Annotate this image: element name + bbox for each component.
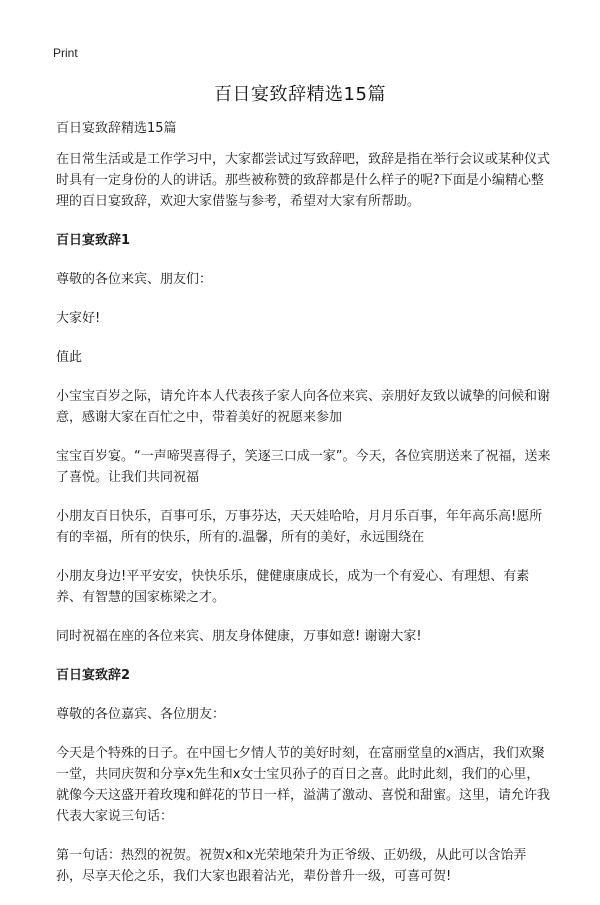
paragraph: 小朋友身边!平平安安，快快乐乐，健健康康成长，成为一个有爱心、有理想、有素养、有智慧的国家栋梁之才。 — [56, 569, 530, 605]
paragraph: 第一句话：热烈的祝贺。祝贺x和x光荣地荣升为正爷级、正奶级，从此可以含饴弄孙，尽享天伦之乐，我们大家也跟着沾光，辈份普升一级，可喜可贺! — [56, 848, 527, 884]
document-subtitle: 百日宴致辞精选15篇 — [56, 121, 177, 136]
paragraph: 今天是个特殊的日子。在中国七夕情人节的美好时刻，在富丽堂皇的x酒店，我们欢聚一堂，共同庆贺和分享x先生和x女士宝贝孙子的百日之喜。此时此刻，我们的心里，就像今天这盛开着玫瑰和鲜花的节日一样，溢满了激动、喜悦和甜蜜。这里，请允许我代表大家说三句话： — [56, 746, 551, 824]
paragraph: 大家好! — [56, 311, 101, 326]
paragraph: 尊敬的各位来宾、朋友们： — [56, 272, 213, 287]
paragraph: 尊敬的各位嘉宾、各位朋友： — [56, 707, 226, 722]
section-heading: 百日宴致辞2 — [56, 668, 131, 683]
document-title: 百日宴致辞精选15篇 — [214, 84, 386, 105]
print-link[interactable]: Print — [53, 46, 78, 60]
intro-paragraph: 在日常生活或是工作学习中，大家都尝试过写致辞吧，致辞是指在举行会议或某种仪式时具有一定身份的人的讲话。那些被称赞的致辞都是什么样子的呢?下面是小编精心整理的百日宴致辞，欢迎大家借鉴与参考，希望对大家有所帮助。 — [56, 152, 551, 209]
paragraph: 值此 — [56, 350, 83, 365]
paragraph: 小朋友百日快乐，百事可乐，万事芬达，天天娃哈哈，月月乐百事，年年高乐高!愿所有的幸福，所有的快乐，所有的.温馨，所有的美好，永远围绕在 — [56, 509, 543, 545]
paragraph: 同时祝福在座的各位来宾、朋友身体健康，万事如意! 谢谢大家! — [56, 629, 422, 644]
paragraph: 小宝宝百岁之际，请允许本人代表孩子家人向各位来宾、亲朋好友致以诚挚的问候和谢意，感谢大家在百忙之中，带着美好的祝愿来参加 — [56, 389, 551, 425]
paragraph: 宝宝百岁宴。“一声啼哭喜得子，笑逐三口成一家”。今天，各位宾朋送来了祝福，送来了喜悦。让我们共同祝福 — [56, 449, 551, 485]
section-heading: 百日宴致辞1 — [56, 233, 131, 248]
document-body — [56, 118, 552, 905]
